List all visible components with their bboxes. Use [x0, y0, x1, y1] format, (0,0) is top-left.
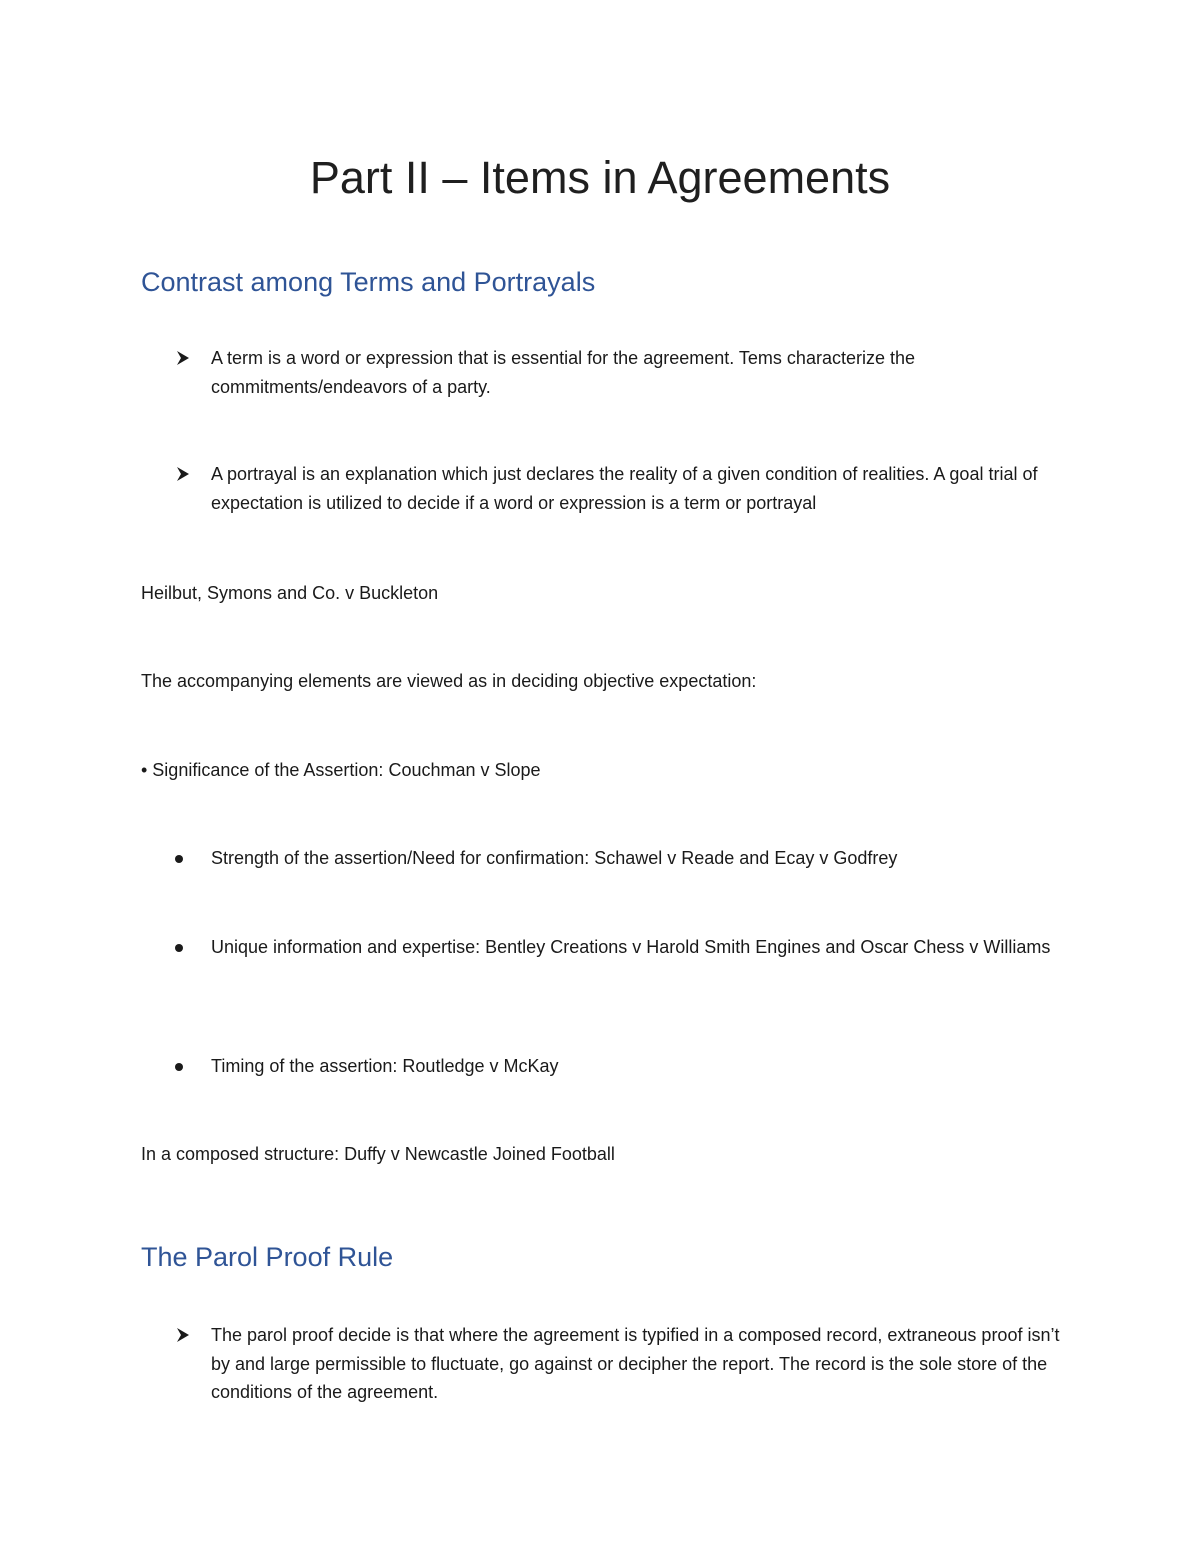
list-item: Unique information and expertise: Bentley Creations v Harold Smith Engines and Oscar Chess v Williams	[211, 937, 1051, 957]
composed-structure-line: In a composed structure: Duffy v Newcastle Joined Football	[141, 1144, 615, 1164]
arrow-bullet-icon	[176, 462, 190, 490]
arrow-bullet-icon	[176, 1323, 190, 1351]
bullet-dot-icon	[175, 1063, 183, 1071]
bullet-dot-icon	[175, 855, 183, 863]
intro-paragraph: The accompanying elements are viewed as in deciding objective expectation:	[141, 671, 757, 691]
section-heading-terms: Contrast among Terms and Portrayals	[141, 267, 596, 297]
list-item: The parol proof decide is that where the agreement is typified in a composed record, extraneous proof isn’t by and large permissible to fluctuate, go against or decipher the report. The record is the sole store of the conditions of the agreement.	[211, 1325, 1060, 1402]
page-title: Part II – Items in Agreements	[309, 152, 891, 203]
list-item: A term is a word or expression that is essential for the agreement. Tems characterize the commitments/endeavors of a party.	[211, 348, 915, 397]
section-heading-parol: The Parol Proof Rule	[141, 1242, 394, 1272]
bullet-dot-icon	[175, 944, 183, 952]
list-item: Timing of the assertion: Routledge v McKay	[211, 1056, 559, 1076]
arrow-bullet-icon	[176, 346, 190, 374]
list-item: Strength of the assertion/Need for confirmation: Schawel v Reade and Ecay v Godfrey	[211, 848, 898, 868]
inline-bullet-item: • Significance of the Assertion: Couchman v Slope	[141, 760, 541, 780]
list-item: A portrayal is an explanation which just declares the reality of a given condition of realities. A goal trial of expectation is utilized to decide if a word or expression is a term or portrayal	[211, 464, 1038, 513]
case-reference: Heilbut, Symons and Co. v Buckleton	[141, 583, 439, 603]
